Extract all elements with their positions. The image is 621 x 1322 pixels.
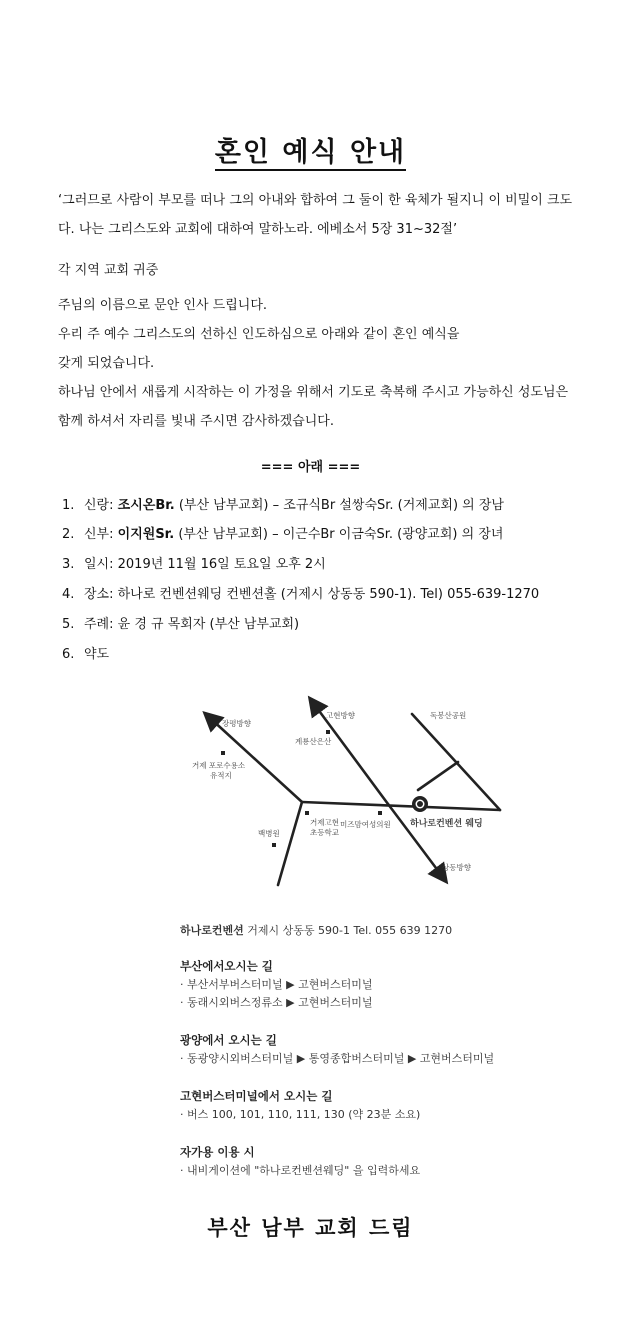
list-item-date — [62, 553, 326, 572]
gwangyang-route-1: · 동광양시외버스터미널 ▶ 통영종합버스터미널 ▶ 고현버스터미널 — [180, 1052, 495, 1065]
item-text: 약도 — [84, 647, 110, 662]
item-prefix: 신부: — [84, 527, 118, 542]
groom-name: 조시온Br. — [117, 498, 175, 513]
list-number: 2. — [62, 527, 75, 542]
venue-name: 하나로컨벤션 — [180, 924, 244, 937]
greeting: 각 지역 교회 귀중 — [58, 263, 159, 278]
busan-route-1: · 부산서부버스터미널 ▶ 고현버스터미널 — [180, 978, 373, 991]
item-text: 일시: 2019년 11월 16일 토요일 오후 2시 — [84, 557, 326, 572]
label-dokbong: 독봉산공원 — [430, 711, 467, 720]
body-line: 우리 주 예수 그리스도의 선하신 인도하심으로 아래와 같이 혼인 예식을 — [58, 327, 460, 342]
list-item-officiant — [62, 613, 299, 632]
section-heading-ahrae: === 아래 === — [260, 460, 361, 475]
item-text: 주례: 윤 경 규 목회자 (부산 남부교회) — [84, 617, 300, 632]
body-line: 함께 하셔서 자리를 빛내 주시면 감사하겠습니다. — [58, 414, 334, 429]
pow-marker — [221, 751, 225, 755]
hospital-marker — [272, 843, 276, 847]
school-marker — [305, 811, 309, 815]
list-number: 4. — [62, 587, 75, 602]
label-venue: 하나로컨벤션 웨딩 — [410, 819, 483, 829]
item-text: (부산 남부교회) – 조규식Br 설쌍숙Sr. (거제교회) 의 장남 — [174, 498, 504, 513]
road-jangpyeong — [210, 718, 302, 802]
gohyeon-route-1: · 버스 100, 101, 110, 111, 130 (약 23분 소요) — [180, 1108, 421, 1121]
label-clinic: 미즈맘여성의원 — [340, 820, 391, 829]
venue-address: 거제시 상동동 590-1 Tel. 055 639 1270 — [243, 924, 453, 937]
label-hospital: 백병원 — [258, 829, 280, 838]
list-number: 6. — [62, 647, 75, 662]
busan-heading: 부산에서오시는 길 — [180, 959, 273, 973]
label-pow-1: 거제 포로수용소 — [192, 761, 246, 770]
list-item-groom — [62, 494, 504, 513]
label-school-2: 초등학교 — [310, 828, 339, 837]
busan-route-2: · 동래시외버스정류소 ▶ 고현버스터미널 — [180, 996, 373, 1009]
gohyeon-heading: 고현버스터미널에서 오시는 길 — [180, 1089, 333, 1103]
clinic-marker — [378, 811, 382, 815]
label-gohyeon: 고현방향 — [326, 711, 355, 720]
venue-info — [180, 922, 452, 938]
bride-name: 이지원Sr. — [117, 527, 175, 542]
gyeryong-marker — [326, 730, 330, 734]
road-connector — [418, 762, 458, 790]
verse-line-1: ‘그러므로 사람이 부모를 떠나 그의 아내와 합하여 그 둘이 한 육체가 될지니 이 비밀이 크도 — [58, 193, 573, 208]
page-title: 혼인 예식 안내 — [0, 130, 621, 169]
road-sangdong — [388, 804, 442, 876]
list-number: 5. — [62, 617, 75, 632]
list-item-map — [62, 643, 109, 662]
body-line: 하나님 안에서 새롭게 시작하는 이 가정을 위해서 기도로 축복해 주시고 가능하신 성도님은 — [58, 385, 569, 400]
label-school-1: 거제고현 — [310, 818, 339, 827]
list-number: 3. — [62, 557, 75, 572]
label-sangdong: 상동방향 — [442, 863, 471, 872]
road-baek — [278, 802, 302, 885]
label-pow-2: 유적지 — [210, 771, 232, 780]
location-map — [180, 690, 520, 890]
label-jangpyeong: 장평방향 — [222, 719, 251, 728]
gwangyang-heading: 광양에서 오시는 길 — [180, 1033, 277, 1047]
car-heading: 자가용 이용 시 — [180, 1145, 255, 1159]
list-item-bride — [62, 523, 503, 542]
item-prefix: 신랑: — [84, 498, 118, 513]
signature-footer: 부산 남부 교회 드림 — [207, 1216, 414, 1240]
verse-line-2: 다. 나는 그리스도와 교회에 대하여 말하노라. 에베소서 5장 31~32절’ — [58, 222, 458, 237]
body-line: 갖게 되었습니다. — [58, 356, 155, 371]
item-text: 장소: 하나로 컨벤션웨딩 컨벤션홀 (거제시 상동동 590-1). Tel) 055-639-1270 — [84, 587, 540, 602]
body-line: 주님의 이름으로 문안 인사 드립니다. — [58, 298, 268, 313]
car-route-1: · 내비게이션에 "하나로컨벤션웨딩" 을 입력하세요 — [180, 1164, 421, 1177]
list-item-place — [62, 583, 539, 602]
list-number: 1. — [62, 498, 75, 513]
label-gyeryong: 계룡산은산 — [295, 737, 332, 746]
road-main — [302, 802, 500, 810]
item-text: (부산 남부교회) – 이근수Br 이금숙Sr. (광양교회) 의 장녀 — [174, 527, 504, 542]
